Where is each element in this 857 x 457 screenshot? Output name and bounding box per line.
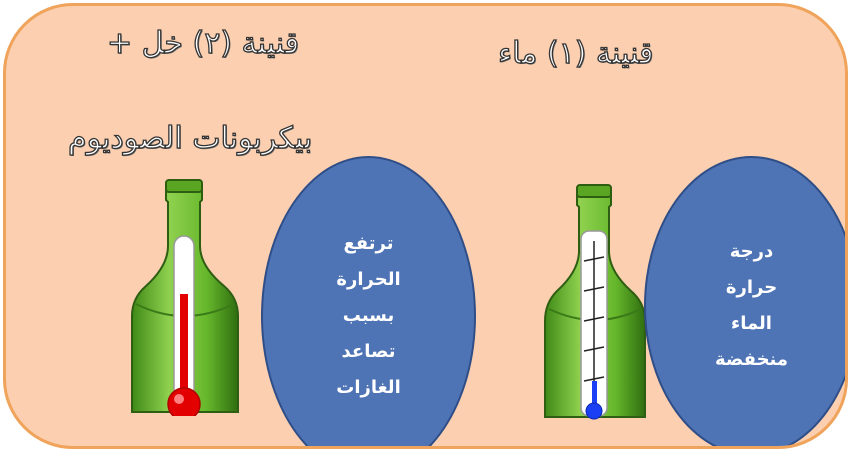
- bottle2-title-line2: بيكربونات الصوديوم: [68, 121, 313, 156]
- bottle2-illustration: [126, 176, 246, 416]
- bottle2-title-line1: قنينة (٢) خل +: [107, 26, 300, 61]
- bottle2-cap: [166, 180, 202, 192]
- cold-mercury-bulb: [586, 403, 602, 419]
- oval2-line: الغازات: [336, 377, 401, 398]
- bottle1-explanation-oval: [644, 156, 848, 449]
- bottle1-title: قنينة (١) ماء: [498, 36, 654, 71]
- hot-mercury-bulb: [168, 388, 200, 416]
- thermometer-cold: [581, 231, 607, 419]
- oval2-line: بسبب: [342, 305, 395, 326]
- oval1-line: منخفضة: [714, 349, 789, 370]
- oval2-line: ترتفع: [343, 233, 394, 254]
- oval1-line: درجة: [729, 241, 774, 262]
- bottle1-illustration: [541, 181, 651, 421]
- bottle1-cap: [577, 185, 611, 197]
- oval1-line: الماء: [731, 313, 772, 334]
- oval2-line: تصاعد: [341, 341, 396, 362]
- bottle2-explanation-oval: [261, 156, 476, 449]
- hot-mercury-column: [180, 294, 188, 394]
- background-panel: [3, 3, 848, 449]
- oval2-line: الحرارة: [336, 269, 401, 290]
- oval1-line: حرارة: [725, 277, 778, 298]
